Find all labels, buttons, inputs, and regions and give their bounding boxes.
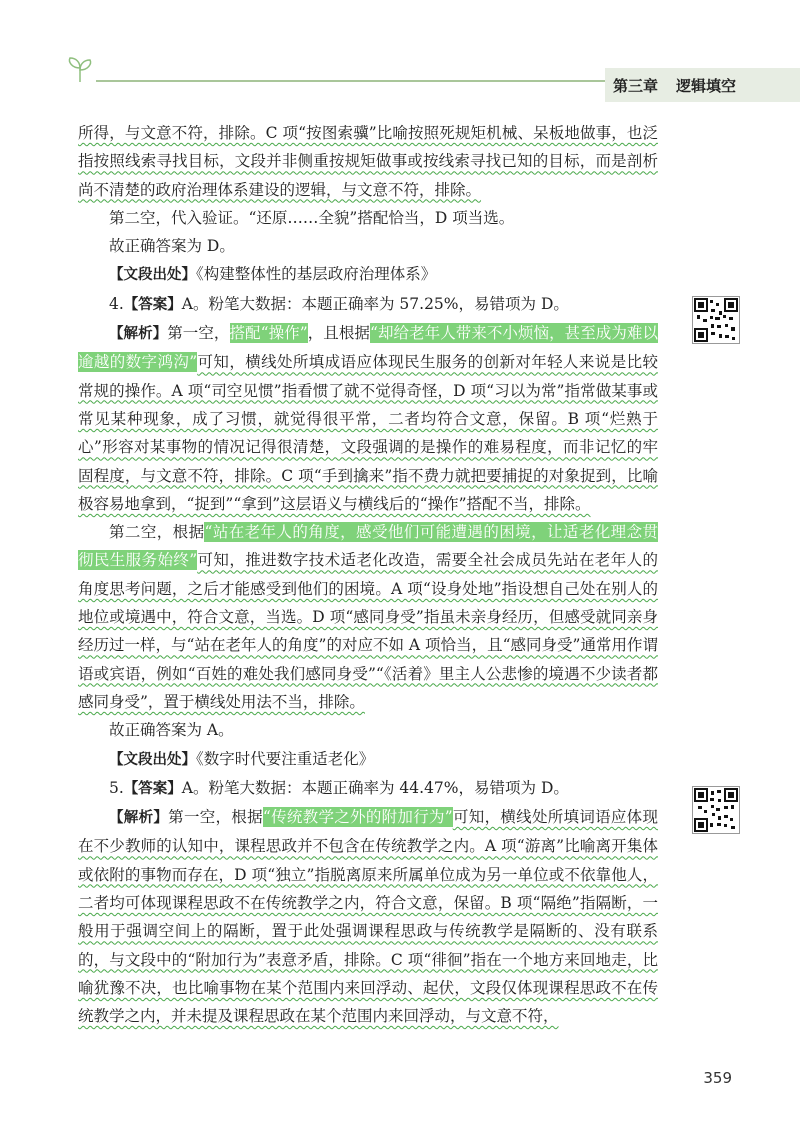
analysis-text: 可知，横线处所填词语应体现在不少教师的认知中，课程思政并不包含在传统教学之内。A 项“游离”比喻离开集体或依附的事物而存在，D 项“独立”指脱离原来所属单位成为另一单位或不依靠他人，二者均可体现课程思政不在传统教学之内，符合文意，保留。B 项“隔绝”指隔断，一般用于强调空间上的隔断，置于此处强调课程思政与传统教学是隔断的、没有联系的，与文段中的“附加行为”表意矛盾，排除。C 项“徘徊”指在一个地方来回地走，比喻犹豫不决，也比喻事物在某个范围内来回浮动、起伏，文段仅体现课程思政不在传统教学之内，并未提及课程思政在某个范围内来回浮动，与文意不符，: [78, 808, 658, 1026]
analysis-text: 第一空，根据: [168, 808, 263, 827]
source-line: [78, 260, 658, 289]
source-line: [78, 745, 658, 774]
qr-code-icon[interactable]: [692, 786, 740, 834]
question-4-analysis: [78, 319, 658, 518]
highlight: “传统教学之外的附加行为”: [262, 808, 453, 827]
answer-text: A。粉笔大数据：本题正确率为 44.47%，易错项为 D。: [181, 778, 569, 797]
analysis-text: 第一空，: [167, 324, 230, 343]
source-label: 【文段出处】: [109, 751, 196, 768]
question-5-analysis: [78, 803, 658, 1030]
question-number: 5.: [109, 778, 124, 797]
highlight: 搭配“操作”: [229, 324, 308, 343]
leaf-icon: [62, 56, 98, 88]
answer-label: 【答案】: [123, 296, 182, 313]
qr-code-icon[interactable]: [692, 296, 740, 344]
source-title: 《构建整体性的基层政府治理体系》: [196, 265, 437, 284]
question-5-answer: [78, 774, 658, 803]
source-title: 《数字时代要注重适老化》: [196, 749, 375, 768]
question-number: 4.: [109, 294, 124, 313]
analysis-text: 第二空，根据: [109, 523, 205, 542]
chapter-label: 第三章: [613, 76, 659, 95]
analysis-text: 可知，横线处所填成语应体现民生服务的创新对年轻人来说是比较常规的操作。A 项“司空见惯”指看惯了就不觉得奇怪，D 项“习以为常”指常做某事或常见某种现象，成了习惯，就觉得很平常，二者均符合文意，保留。B 项“烂熟于心”形容对某事物的情况记得很清楚，文段强调的是操作的难易程度，而非记忆的牢固程度，与文意不符，排除。C 项“手到擒来”指不费力就把要捕捉的对象捉到，比喻极容易地拿到，“捉到”“拿到”这层语义与横线后的“操作”搭配不当，排除。: [78, 353, 658, 513]
analysis-text: 可知，推进数字技术适老化改造，需要全社会成员先站在老年人的角度思考问题，之后才能感受到他们的困境。A 项“设身处地”指设想自己处在别人的地位或境遇中，符合文意，当选。D 项“感同身受”指虽未亲身经历，但感受就同亲身经历过一样，与“站在老年人的角度”的对应不如 A 项恰当，且“感同身受”通常用作谓语或宾语，例如“百姓的难处我们感同身受”“《活着》里主人公悲惨的境遇不少读者都感同身受”，置于横线处用法不当，排除。: [78, 551, 658, 711]
answer-text: A。粉笔大数据：本题正确率为 57.25%，易错项为 D。: [181, 294, 569, 313]
paragraph-second-blank: 第二空，代入验证。“还原……全貌”搭配恰当，D 项当选。: [109, 208, 515, 227]
header-rule: [96, 80, 606, 82]
question-4-second-blank: [78, 518, 658, 716]
highlight: “站在老年人的角度，感受他们可能遭遇的困境，让适老化理念贯彻民生服务始终”: [78, 523, 658, 570]
page-content: [78, 119, 658, 1031]
analysis-label: 【解析】: [109, 810, 169, 827]
paragraph-continuation: [78, 119, 658, 204]
answer-line: 故正确答案为 D。: [109, 237, 235, 256]
answer-line: 故正确答案为 A。: [109, 721, 234, 740]
analysis-label: 【解析】: [109, 326, 168, 343]
source-label: 【文段出处】: [109, 267, 196, 284]
page-number: 359: [703, 1069, 732, 1087]
chapter-title: 逻辑填空: [676, 76, 737, 95]
paragraph-text: 所得，与文意不符，排除。C 项“按图索骥”比喻按照死规矩机械、呆板地做事，也泛指按照线索寻找目标，文段并非侧重按规矩做事或按线索寻找已知的目标，而是剖析尚不清楚的政府治理体系建设的逻辑，与文意不符，排除。: [78, 124, 658, 199]
analysis-text: ，且根据: [307, 324, 370, 343]
chapter-tab: [605, 68, 800, 102]
answer-label: 【答案】: [123, 780, 182, 797]
highlight: “却给老年人带来不小烦恼，甚至成为难以逾越的数字鸿沟”: [78, 324, 658, 372]
question-4-answer: [78, 290, 658, 319]
page-header: [0, 0, 800, 110]
